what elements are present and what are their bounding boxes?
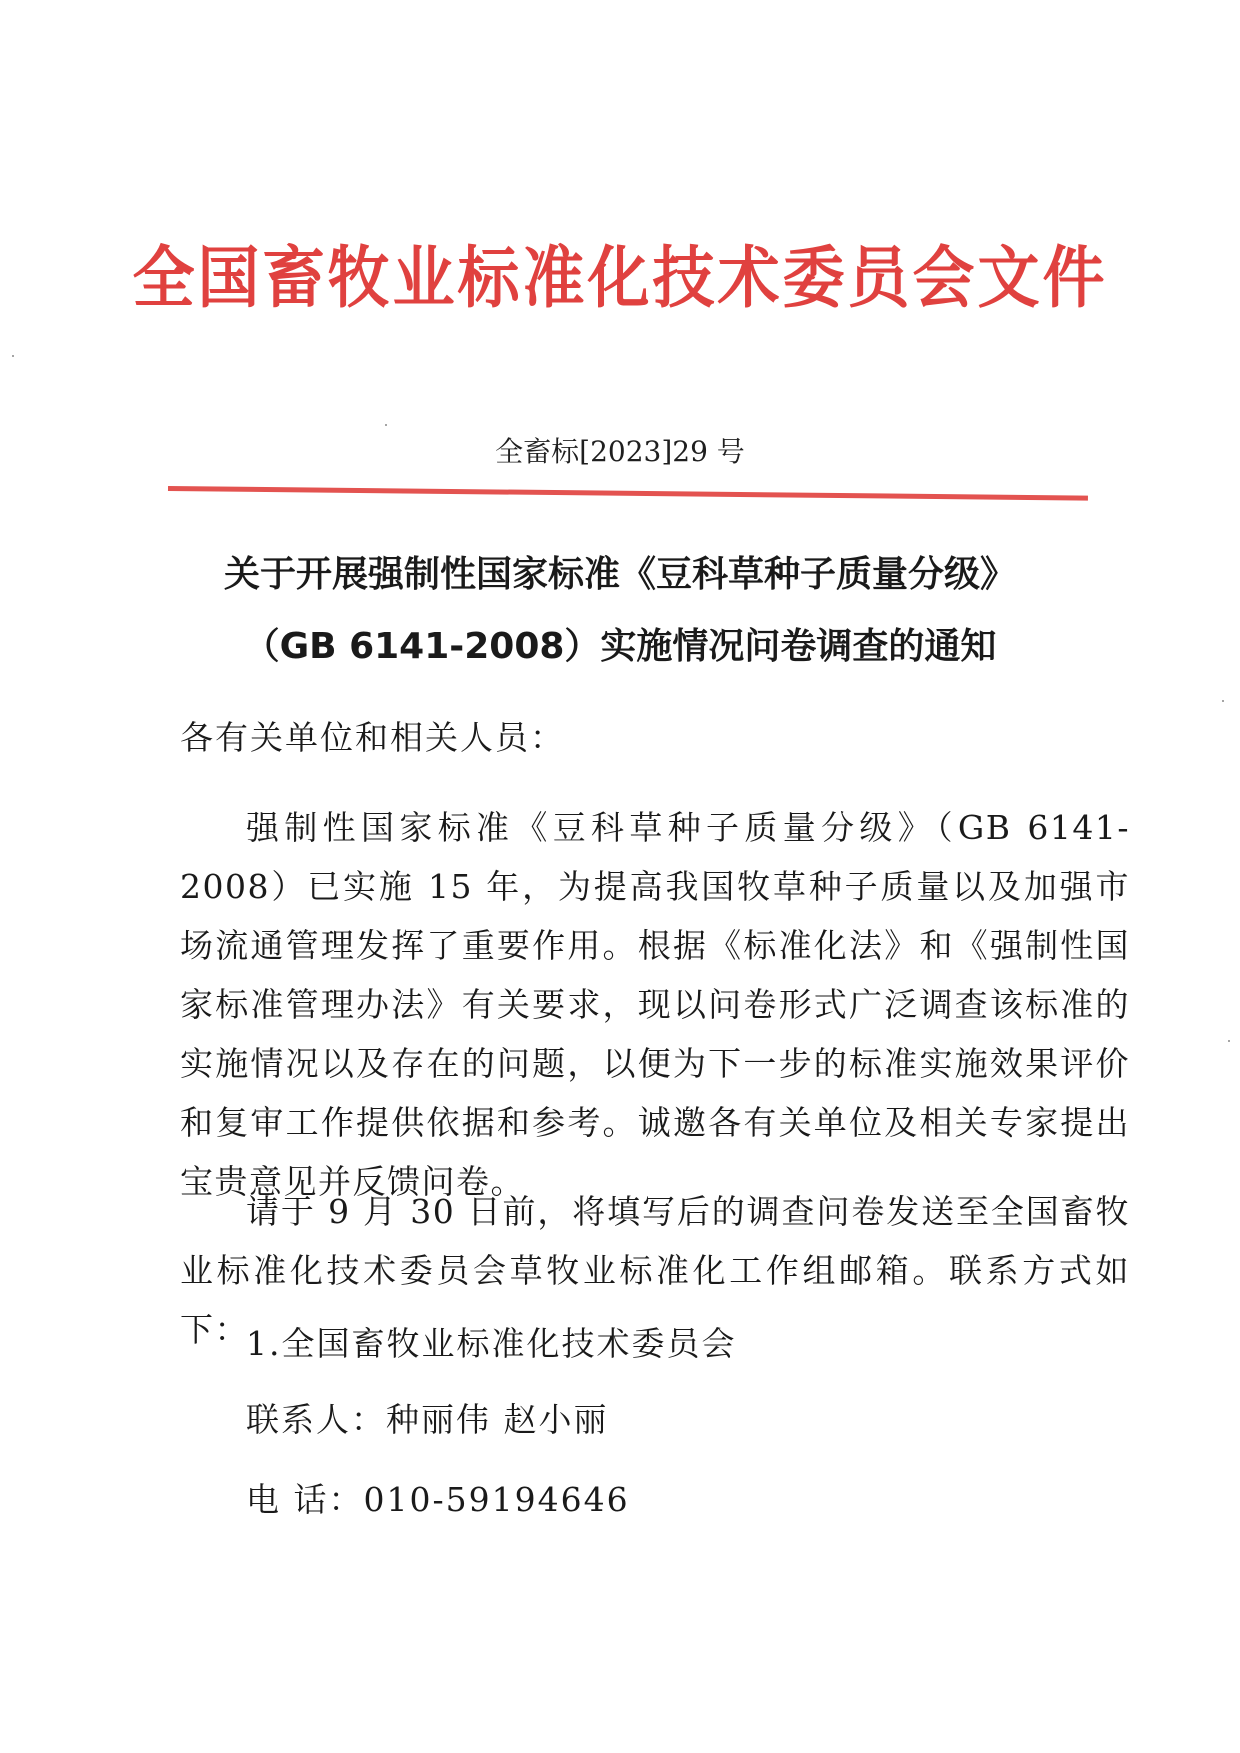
- body-paragraph-2: 请于 9 月 30 日前，将填写后的调查问卷发送至全国畜牧业标准化技术委员会草牧业标准化工作组邮箱。联系方式如下：: [180, 1192, 1130, 1349]
- issuing-authority-title: 全国畜牧业标准化技术委员会文件: [132, 238, 1108, 318]
- document-number: 全畜标[2023]29 号: [495, 435, 745, 468]
- notice-title-line-1: 关于开展强制性国家标准《豆科草种子质量分级》: [223, 554, 1016, 595]
- contact-organization: 1.全国畜牧业标准化技术委员会: [246, 1324, 737, 1363]
- salutation: 各有关单位和相关人员：: [180, 718, 565, 757]
- contact-phone: 电 话：010-59194646: [246, 1480, 630, 1519]
- notice-title-line-2: （GB 6141-2008）实施情况问卷调查的通知: [243, 626, 997, 667]
- body-paragraph-1: 强制性国家标准《豆科草种子质量分级》（GB 6141-2008）已实施 15 年，为提高我国牧草种子质量以及加强市场流通管理发挥了重要作用。根据《标准化法》和《强制性国家标准管理办法》有关要求，现以问卷形式广泛调查该标准的实施情况以及存在的问题，以便为下一步的标准实施效果评价和复审工作提供依据和参考。诚邀各有关单位及相关专家提出宝贵意见并反馈问卷。: [180, 808, 1130, 1201]
- contact-person: 联系人：种丽伟 赵小丽: [246, 1400, 609, 1439]
- red-separator-line: [168, 486, 1088, 501]
